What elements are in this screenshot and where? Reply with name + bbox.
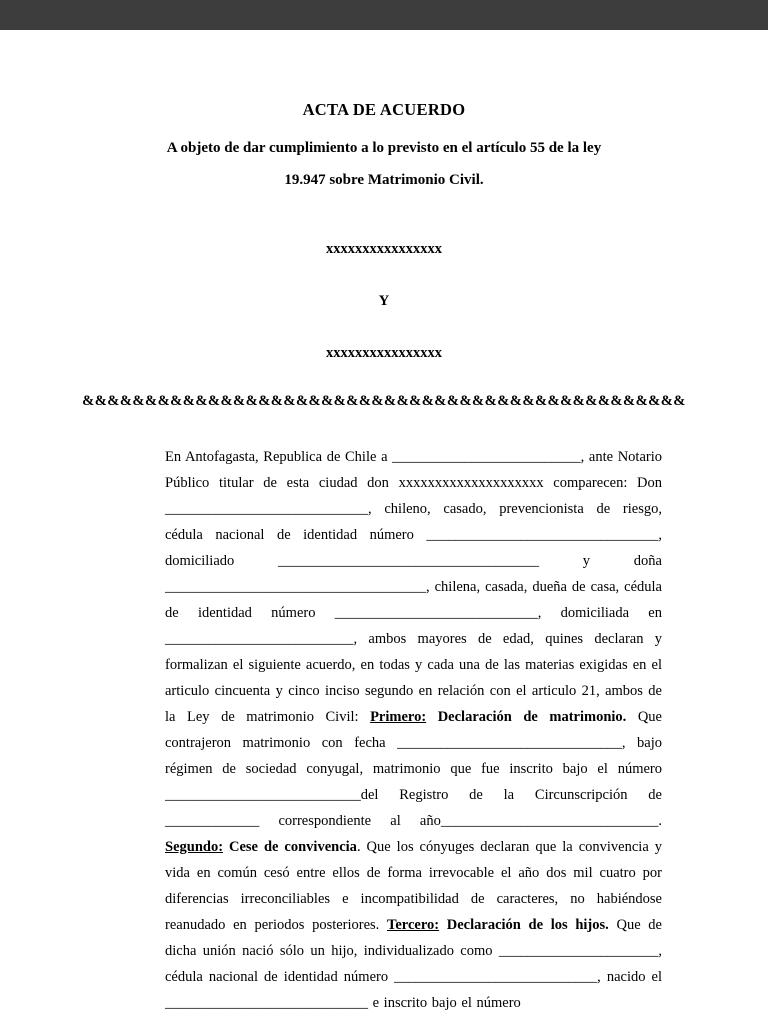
subtitle-line-1: A objeto de dar cumplimiento a lo previsto en el artículo 55 de la ley bbox=[166, 140, 602, 156]
clause-segundo-title: Cese de convivencia bbox=[223, 839, 357, 855]
agreement-paragraph bbox=[165, 444, 662, 1016]
subtitle-line-2: 19.947 sobre Matrimonio Civil. bbox=[284, 172, 484, 188]
document-page bbox=[0, 30, 768, 1016]
clause-tercero-title: Declaración de los hijos. bbox=[439, 917, 609, 933]
viewer-top-bar bbox=[0, 0, 768, 30]
clause-primero-label: Primero: bbox=[370, 709, 427, 725]
body-opening-text: En Antofagasta, Republica de Chile a __________________________, ante Notario Público titular de esta ciudad don xxxxxxxxxxxxxxxxxxxx comparecen: Don ____________________________, chileno, casado, prevencionista de riesgo, cédula nacional de identidad número ________________________________, domiciliado ____________________________________ y doña ____________________________________, chilena, casada, dueña de casa, cédula de identidad número ____________________________, domiciliada en __________________________, ambos mayores de edad, quines declaran y formalizan el siguiente acuerdo, en todas y cada una de las materias exigidas en el articulo cincuenta y cinco inciso segundo en relación con el articulo 21, ambos de la Ley de matrimonio Civil: bbox=[165, 449, 662, 725]
party-1-placeholder: xxxxxxxxxxxxxxxx bbox=[326, 241, 442, 257]
ampersand-separator: &&&&&&&&&&&&&&&&&&&&&&&&&&&&&&&&&&&&&&&&&&&&&&&& bbox=[82, 393, 686, 409]
document-heading-block bbox=[0, 100, 768, 196]
party-2-placeholder: xxxxxxxxxxxxxxxx bbox=[326, 345, 442, 361]
clause-segundo-label: Segundo: bbox=[165, 839, 224, 855]
clause-primero-title: Declaración de matrimonio. bbox=[426, 709, 638, 725]
parties-block bbox=[0, 240, 768, 362]
clause-tercero-label: Tercero: bbox=[387, 917, 440, 933]
clause-tercero-text: Que de dicha unión nació sólo un hijo, individualizado como ______________________, cédula nacional de identidad número ____________________________, nacido el ____________________________ e inscrito bajo el número bbox=[165, 917, 662, 1011]
document-title: ACTA DE ACUERDO bbox=[302, 100, 466, 119]
clause-primero-text: Que contrajeron matrimonio con fecha _______________________________, bajo régimen de sociedad conyugal, matrimonio que fue inscrito bajo el número ___________________________del Registro de la Circunscripción de _____________ correspondiente al año______________________________. bbox=[165, 709, 662, 829]
conjunction-y: Y bbox=[378, 293, 390, 309]
document-subtitle bbox=[0, 132, 768, 196]
clause-segundo-text: . Que los cónyuges declaran que la convivencia y vida en común cesó entre ellos de forma irrevocable el año dos mil cuatro por diferencias irreconciliables e incompatibilidad de caracteres, no habiéndose reanudado en periodos posteriores. bbox=[165, 839, 662, 933]
